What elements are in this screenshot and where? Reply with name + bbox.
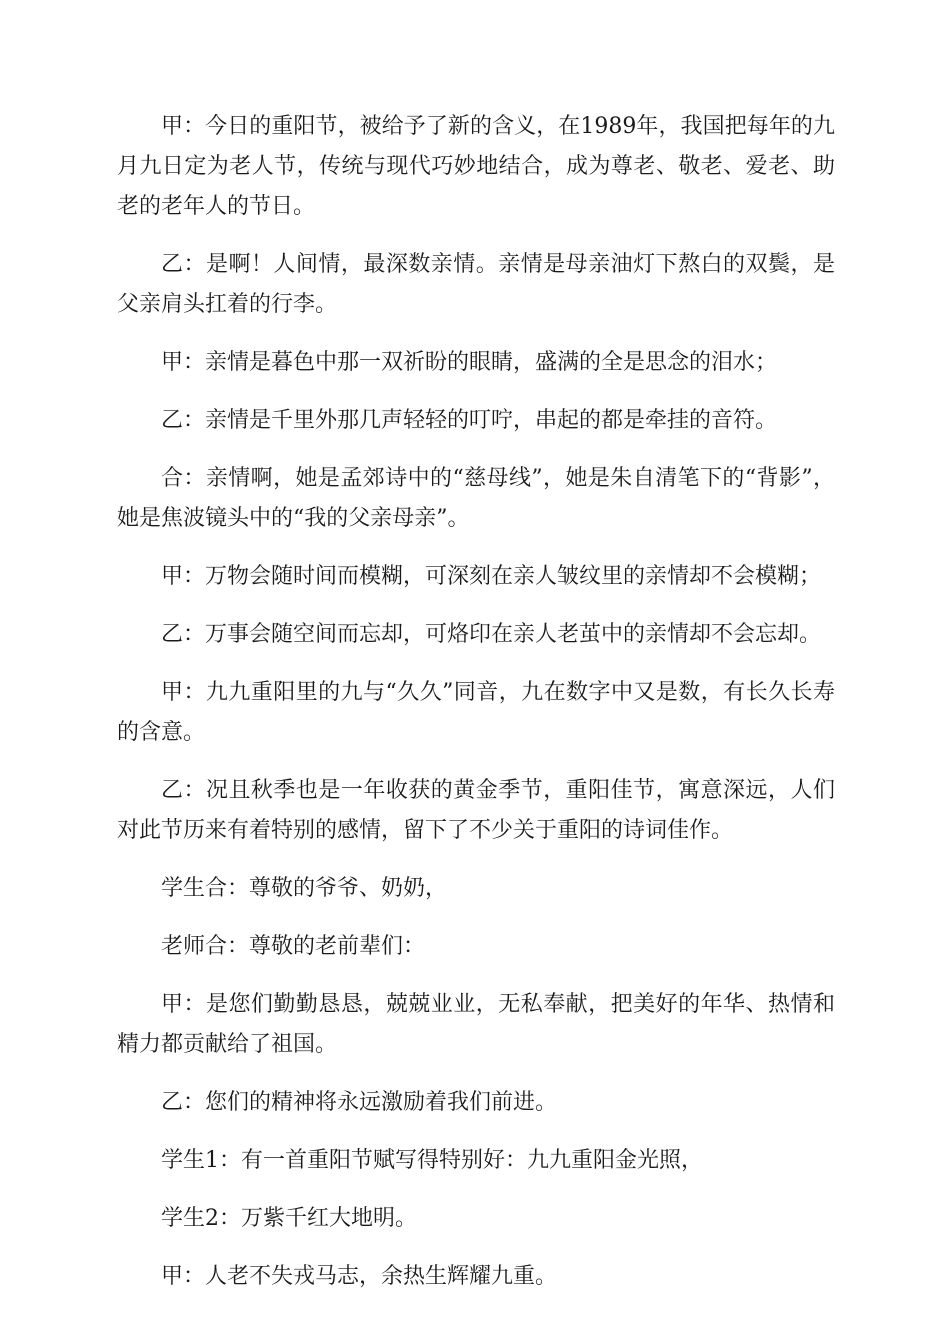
paragraph: 甲：万物会随时间而模糊，可深刻在亲人皱纹里的亲情却不会模糊； [161,564,822,589]
paragraph: 乙：况且秋季也是一年收获的黄金季节，重阳佳节，寓意深远，人们对此节历来有着特别的感情，留下了不少关于重阳的诗词佳作。 [117,778,835,843]
paragraph: 学生2：万紫千红大地明。 [161,1206,417,1231]
paragraph: 学生合：尊敬的爷爷、奶奶， [161,876,448,901]
paragraph: 甲：人老不失戎马志，余热生辉耀九重。 [161,1264,558,1289]
paragraph: 乙：您们的精神将永远激励着我们前进。 [161,1090,558,1115]
document-body [117,107,835,1315]
paragraph: 甲：是您们勤勤恳恳，兢兢业业，无私奉献，把美好的年华、热情和精力都贡献给了祖国。 [117,992,835,1057]
paragraph: 合：亲情啊，她是孟郊诗中的“慈母线”，她是朱自清笔下的“背影”，她是焦波镜头中的“我的父亲母亲”。 [117,466,835,531]
paragraph: 乙：是啊！人间情，最深数亲情。亲情是母亲油灯下熬白的双鬓，是父亲肩头扛着的行李。 [117,252,835,317]
paragraph: 学生1：有一首重阳节赋写得特别好：九九重阳金光照， [161,1148,703,1173]
paragraph: 甲：今日的重阳节，被给予了新的含义，在1989年，我国把每年的九月九日定为老人节，传统与现代巧妙地结合，成为尊老、敬老、爱老、助老的老年人的节日。 [117,114,835,219]
paragraph: 甲：亲情是暮色中那一双祈盼的眼睛，盛满的全是思念的泪水； [161,350,778,375]
paragraph: 甲：九九重阳里的九与“久久”同音，九在数字中又是数，有长久长寿的含意。 [117,680,835,745]
paragraph: 老师合：尊敬的老前辈们： [161,934,426,959]
paragraph: 乙：万事会随空间而忘却，可烙印在亲人老茧中的亲情却不会忘却。 [161,622,822,647]
paragraph: 乙：亲情是千里外那几声轻轻的叮咛，串起的都是牵挂的音符。 [161,408,778,433]
